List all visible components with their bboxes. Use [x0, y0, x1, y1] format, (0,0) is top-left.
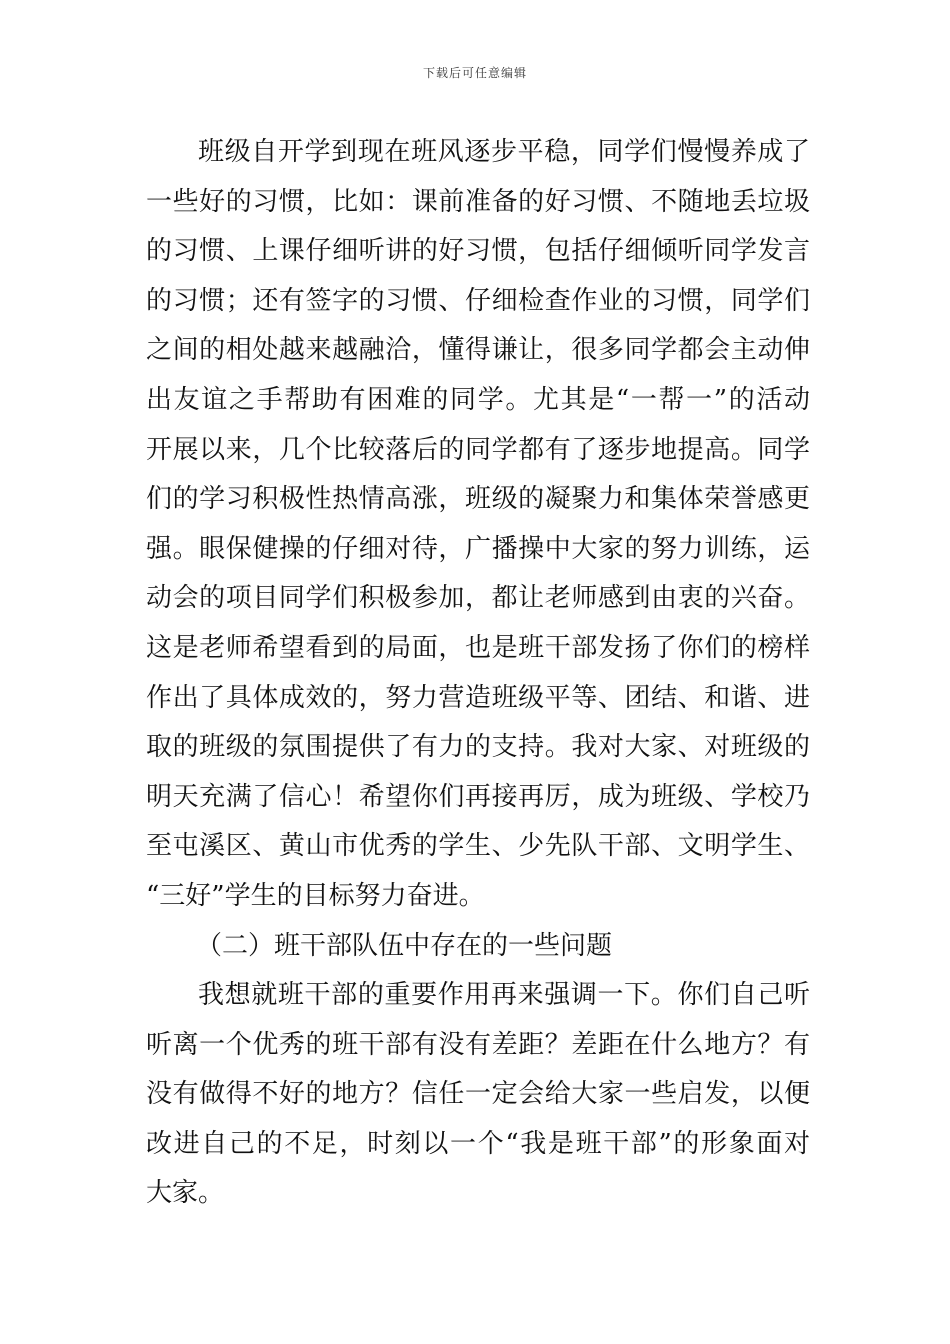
- section-heading: （二）班干部队伍中存在的一些问题: [196, 930, 613, 961]
- text-line: 之间的相处越来越融洽，懂得谦让，很多同学都会主动伸: [146, 335, 810, 366]
- paragraph-class-leaders: [146, 971, 810, 1219]
- text-line: 强。眼保健操的仔细对待，广播操中大家的努力训练，运: [146, 533, 810, 564]
- text-line: 听离一个优秀的班干部有没有差距？差距在什么地方？有: [146, 1029, 810, 1060]
- text-line: 班级自开学到现在班风逐步平稳，同学们慢慢养成了: [198, 137, 810, 167]
- text-line: 明天充满了信心！希望你们再接再厉，成为班级、学校乃: [146, 781, 810, 812]
- text-line: 们的学习积极性热情高涨，班级的凝聚力和集体荣誉感更: [146, 484, 810, 515]
- paragraph-class-progress: [146, 128, 810, 922]
- text-line: 没有做得不好的地方？信任一定会给大家一些启发，以便: [146, 1079, 810, 1110]
- text-line: 动会的项目同学们积极参加，都让老师感到由衷的兴奋。: [146, 583, 810, 614]
- text-line: 这是老师希望看到的局面，也是班干部发扬了你们的榜样: [146, 632, 810, 663]
- body-text: [146, 128, 810, 1219]
- text-line: 至屯溪区、黄山市优秀的学生、少先队干部、文明学生、: [146, 831, 810, 862]
- text-line: 作出了具体成效的，努力营造班级平等、团结、和谐、进: [146, 682, 810, 713]
- text-line: 开展以来，几个比较落后的同学都有了逐步地提高。同学: [146, 434, 810, 465]
- text-line: “三好”学生的目标努力奋进。: [146, 880, 485, 911]
- text-line: 出友谊之手帮助有困难的同学。尤其是“一帮一”的活动: [146, 384, 810, 415]
- text-line: 改进自己的不足，时刻以一个“我是班干部”的形象面对: [146, 1128, 810, 1159]
- text-line: 我想就班干部的重要作用再来强调一下。你们自己听: [198, 980, 810, 1011]
- text-line: 的习惯；还有签字的习惯、仔细检查作业的习惯，同学们: [146, 285, 810, 316]
- text-line: 大家。: [146, 1178, 225, 1209]
- page-header: 下载后可任意编辑: [422, 66, 527, 80]
- text-line: 的习惯、上课仔细听讲的好习惯，包括仔细倾听同学发言: [146, 236, 810, 267]
- text-line: 一些好的习惯，比如：课前准备的好习惯、不随地丢垃圾: [146, 186, 810, 217]
- text-line: 取的班级的氛围提供了有力的支持。我对大家、对班级的: [146, 732, 810, 763]
